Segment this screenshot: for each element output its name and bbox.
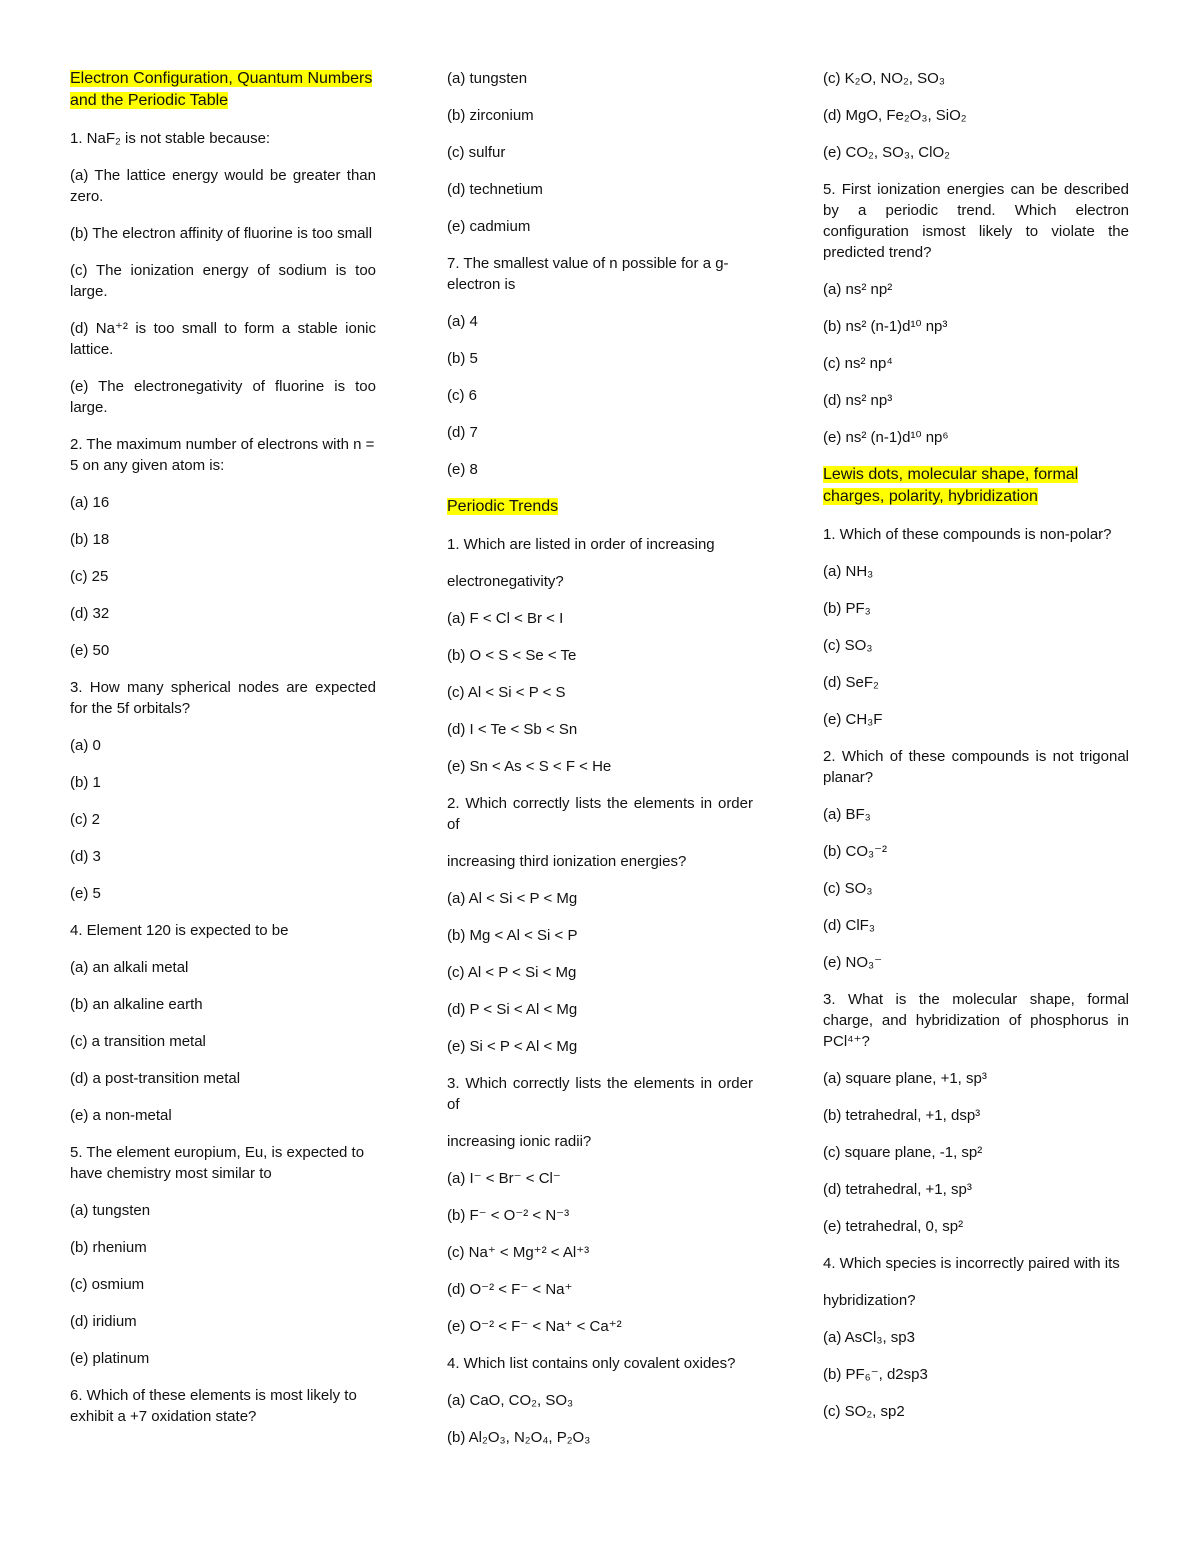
line-text: (b) zirconium: [447, 107, 534, 124]
question-line: [823, 878, 1129, 899]
line-text: (b) CO₃⁻²: [823, 843, 888, 860]
line-text: (c) SO₂, sp2: [823, 1403, 905, 1420]
question-line: [447, 999, 753, 1020]
line-text: (d) 32: [70, 605, 110, 622]
line-text: 4. Which species is incorrectly paired with its: [823, 1255, 1120, 1272]
question-line: [70, 846, 376, 867]
question-line: [70, 735, 376, 756]
line-text: (c) K₂O, NO₂, SO₃: [823, 70, 945, 87]
question-line: [447, 142, 753, 163]
question-line: [70, 492, 376, 513]
question-line: [70, 165, 376, 207]
line-text: increasing ionic radii?: [447, 1133, 592, 1150]
question-line: [447, 1073, 753, 1115]
line-text: (b) PF₃: [823, 600, 871, 617]
question-line: [823, 598, 1129, 619]
question-line: [447, 534, 753, 555]
line-text: (a) square plane, +1, sp³: [823, 1070, 987, 1087]
question-line: [823, 142, 1129, 163]
question-line: [823, 804, 1129, 825]
question-line: [823, 709, 1129, 730]
question-line: [823, 524, 1129, 545]
line-text: (b) O < S < Se < Te: [447, 647, 577, 664]
line-text: (d) ClF₃: [823, 917, 875, 934]
question-line: [823, 1290, 1129, 1311]
section-heading: [823, 464, 1129, 508]
line-text: 3. Which correctly lists the elements in order of: [447, 1075, 753, 1113]
line-text: (b) Mg < Al < Si < P: [447, 927, 578, 944]
question-line: [70, 1237, 376, 1258]
line-text: 4. Which list contains only covalent oxides?: [447, 1355, 736, 1372]
line-text: (a) tungsten: [447, 70, 528, 87]
line-text: (c) Na⁺ < Mg⁺² < Al⁺³: [447, 1244, 590, 1261]
line-text: (d) SeF₂: [823, 674, 879, 691]
line-text: (c) 2: [70, 811, 100, 828]
line-text: (e) 50: [70, 642, 110, 659]
line-text: (c) SO₃: [823, 880, 873, 897]
line-text: (b) tetrahedral, +1, dsp³: [823, 1107, 981, 1124]
line-text: (b) F⁻ < O⁻² < N⁻³: [447, 1207, 570, 1224]
question-line: [823, 353, 1129, 374]
line-text: (b) 1: [70, 774, 101, 791]
question-line: [70, 1200, 376, 1221]
line-text: (e) platinum: [70, 1350, 150, 1367]
line-text: (e) 8: [447, 461, 478, 478]
question-line: [447, 645, 753, 666]
line-text: (e) NO₃⁻: [823, 954, 883, 971]
line-text: 2. Which of these compounds is not trigonal planar?: [823, 748, 1129, 786]
question-line: [70, 772, 376, 793]
line-text: 2. Which correctly lists the elements in order of: [447, 795, 753, 833]
line-text: 2. The maximum number of electrons with n = 5 on any given atom is:: [70, 436, 375, 474]
line-text: (d) MgO, Fe₂O₃, SiO₂: [823, 107, 967, 124]
question-line: [70, 566, 376, 587]
question-line: [447, 385, 753, 406]
question-line: [823, 68, 1129, 89]
line-text: (e) 5: [70, 885, 101, 902]
column-2: [447, 68, 753, 1464]
line-text: 5. The element europium, Eu, is expected to have chemistry most similar to: [70, 1144, 365, 1182]
question-line: [70, 223, 376, 244]
question-line: [447, 1168, 753, 1189]
line-text: (c) Al < P < Si < Mg: [447, 964, 577, 981]
line-text: (e) O⁻² < F⁻ < Na⁺ < Ca⁺²: [447, 1318, 622, 1335]
line-text: (b) an alkaline earth: [70, 996, 203, 1013]
line-text: (a) 16: [70, 494, 110, 511]
question-line: [447, 459, 753, 480]
question-line: [823, 672, 1129, 693]
line-text: (c) ns² np⁴: [823, 355, 893, 372]
line-text: (d) tetrahedral, +1, sp³: [823, 1181, 972, 1198]
line-text: (d) P < Si < Al < Mg: [447, 1001, 578, 1018]
line-text: increasing third ionization energies?: [447, 853, 687, 870]
question-line: [823, 635, 1129, 656]
line-text: (b) Al₂O₃, N₂O₄, P₂O₃: [447, 1429, 591, 1446]
question-line: [70, 128, 376, 149]
question-line: [70, 1142, 376, 1184]
line-text: 3. How many spherical nodes are expected for the 5f orbitals?: [70, 679, 376, 717]
question-line: [70, 957, 376, 978]
line-text: (c) The ionization energy of sodium is too large.: [70, 262, 376, 300]
question-line: [70, 1385, 376, 1427]
question-line: [823, 390, 1129, 411]
line-text: hybridization?: [823, 1292, 916, 1309]
line-text: (d) ns² np³: [823, 392, 893, 409]
question-line: [823, 841, 1129, 862]
question-line: [447, 1316, 753, 1337]
line-text: (d) I < Te < Sb < Sn: [447, 721, 578, 738]
question-line: [447, 1390, 753, 1411]
line-text: (a) tungsten: [70, 1202, 151, 1219]
line-text: (b) 18: [70, 531, 110, 548]
question-line: [447, 571, 753, 592]
question-line: [70, 1068, 376, 1089]
line-text: (d) technetium: [447, 181, 543, 198]
line-text: (a) an alkali metal: [70, 959, 189, 976]
question-line: [447, 422, 753, 443]
question-line: [823, 1179, 1129, 1200]
line-text: (e) cadmium: [447, 218, 531, 235]
question-line: [823, 316, 1129, 337]
heading-text: Lewis dots, molecular shape, formal charges, polarity, hybridization: [823, 466, 1079, 505]
question-line: [823, 179, 1129, 263]
line-text: 6. Which of these elements is most likely to exhibit a +7 oxidation state?: [70, 1387, 357, 1425]
question-line: [823, 1401, 1129, 1422]
question-line: [823, 427, 1129, 448]
question-line: [447, 793, 753, 835]
question-line: [447, 682, 753, 703]
line-text: (b) The electron affinity of fluorine is too small: [70, 225, 373, 242]
question-line: [447, 608, 753, 629]
question-line: [447, 1131, 753, 1152]
line-text: (a) F < Cl < Br < I: [447, 610, 564, 627]
question-line: [70, 434, 376, 476]
line-text: 3. What is the molecular shape, formal charge, and hybridization of phosphorus in PCl⁴⁺?: [823, 991, 1129, 1050]
question-line: [70, 1105, 376, 1126]
line-text: (d) 3: [70, 848, 101, 865]
line-text: 5. First ionization energies can be described by a periodic trend. Which electron configuration ismost likely to violate the predicted trend?: [823, 181, 1129, 261]
question-line: [823, 1216, 1129, 1237]
line-text: (c) 25: [70, 568, 109, 585]
line-text: 1. Which are listed in order of increasing: [447, 536, 715, 553]
heading-text: Electron Configuration, Quantum Numbers and the Periodic Table: [70, 70, 373, 109]
line-text: (c) a transition metal: [70, 1033, 206, 1050]
question-line: [447, 348, 753, 369]
line-text: (b) ns² (n-1)d¹⁰ np³: [823, 318, 948, 335]
question-line: [447, 68, 753, 89]
line-text: (e) CO₂, SO₃, ClO₂: [823, 144, 950, 161]
line-text: (a) ns² np²: [823, 281, 893, 298]
question-line: [823, 746, 1129, 788]
question-line: [447, 962, 753, 983]
question-line: [70, 677, 376, 719]
line-text: (d) a post-transition metal: [70, 1070, 241, 1087]
question-line: [447, 1427, 753, 1448]
line-text: (a) I⁻ < Br⁻ < Cl⁻: [447, 1170, 561, 1187]
line-text: (c) Al < Si < P < S: [447, 684, 566, 701]
question-line: [447, 925, 753, 946]
column-3: [823, 68, 1129, 1438]
line-text: (c) SO₃: [823, 637, 873, 654]
line-text: (c) 6: [447, 387, 477, 404]
column-1: [70, 68, 376, 1443]
question-line: [70, 318, 376, 360]
question-line: [823, 1068, 1129, 1089]
question-line: [70, 529, 376, 550]
line-text: (e) ns² (n-1)d¹⁰ np⁶: [823, 429, 949, 446]
question-line: [447, 888, 753, 909]
line-text: (c) osmium: [70, 1276, 145, 1293]
line-text: (a) Al < Si < P < Mg: [447, 890, 578, 907]
line-text: (a) 0: [70, 737, 101, 754]
line-text: (a) BF₃: [823, 806, 871, 823]
line-text: (a) CaO, CO₂, SO₃: [447, 1392, 574, 1409]
question-line: [447, 1279, 753, 1300]
line-text: (e) CH₃F: [823, 711, 883, 728]
question-line: [447, 216, 753, 237]
question-line: [70, 994, 376, 1015]
question-line: [823, 989, 1129, 1052]
question-line: [447, 311, 753, 332]
line-text: (b) rhenium: [70, 1239, 147, 1256]
question-line: [70, 260, 376, 302]
line-text: (d) Na⁺² is too small to form a stable ionic lattice.: [70, 320, 376, 358]
question-line: [70, 809, 376, 830]
question-line: [447, 253, 753, 295]
question-line: [823, 1142, 1129, 1163]
question-line: [447, 179, 753, 200]
line-text: (d) iridium: [70, 1313, 137, 1330]
question-line: [447, 1205, 753, 1226]
line-text: (c) sulfur: [447, 144, 506, 161]
line-text: 7. The smallest value of n possible for a g-electron is: [447, 255, 729, 293]
line-text: (d) 7: [447, 424, 478, 441]
question-line: [70, 1311, 376, 1332]
question-line: [447, 1036, 753, 1057]
section-heading: [70, 68, 376, 112]
question-line: [70, 1348, 376, 1369]
line-text: electronegativity?: [447, 573, 564, 590]
question-line: [823, 561, 1129, 582]
line-text: 1. NaF₂ is not stable because:: [70, 130, 271, 147]
question-line: [823, 1253, 1129, 1274]
question-line: [447, 1242, 753, 1263]
question-line: [70, 1274, 376, 1295]
line-text: (a) AsCl₃, sp3: [823, 1329, 915, 1346]
question-line: [823, 1327, 1129, 1348]
question-line: [70, 640, 376, 661]
line-text: (e) Si < P < Al < Mg: [447, 1038, 578, 1055]
question-line: [823, 1105, 1129, 1126]
line-text: (a) The lattice energy would be greater than zero.: [70, 167, 376, 205]
question-line: [447, 851, 753, 872]
line-text: 1. Which of these compounds is non-polar?: [823, 526, 1112, 543]
question-line: [447, 1353, 753, 1374]
question-line: [823, 105, 1129, 126]
question-line: [823, 952, 1129, 973]
line-text: (b) PF₆⁻, d2sp3: [823, 1366, 928, 1383]
question-line: [447, 756, 753, 777]
line-text: 4. Element 120 is expected to be: [70, 922, 289, 939]
question-line: [447, 105, 753, 126]
line-text: (c) square plane, -1, sp²: [823, 1144, 983, 1161]
question-line: [70, 376, 376, 418]
line-text: (b) 5: [447, 350, 478, 367]
question-line: [447, 719, 753, 740]
question-line: [70, 920, 376, 941]
question-line: [823, 915, 1129, 936]
question-line: [70, 883, 376, 904]
line-text: (e) a non-metal: [70, 1107, 172, 1124]
heading-text: Periodic Trends: [447, 498, 559, 515]
question-line: [823, 279, 1129, 300]
line-text: (a) 4: [447, 313, 478, 330]
question-line: [70, 603, 376, 624]
line-text: (e) tetrahedral, 0, sp²: [823, 1218, 964, 1235]
line-text: (a) NH₃: [823, 563, 874, 580]
question-line: [823, 1364, 1129, 1385]
line-text: (d) O⁻² < F⁻ < Na⁺: [447, 1281, 573, 1298]
line-text: (e) The electronegativity of fluorine is too large.: [70, 378, 376, 416]
line-text: (e) Sn < As < S < F < He: [447, 758, 612, 775]
question-line: [70, 1031, 376, 1052]
section-heading: [447, 496, 753, 518]
